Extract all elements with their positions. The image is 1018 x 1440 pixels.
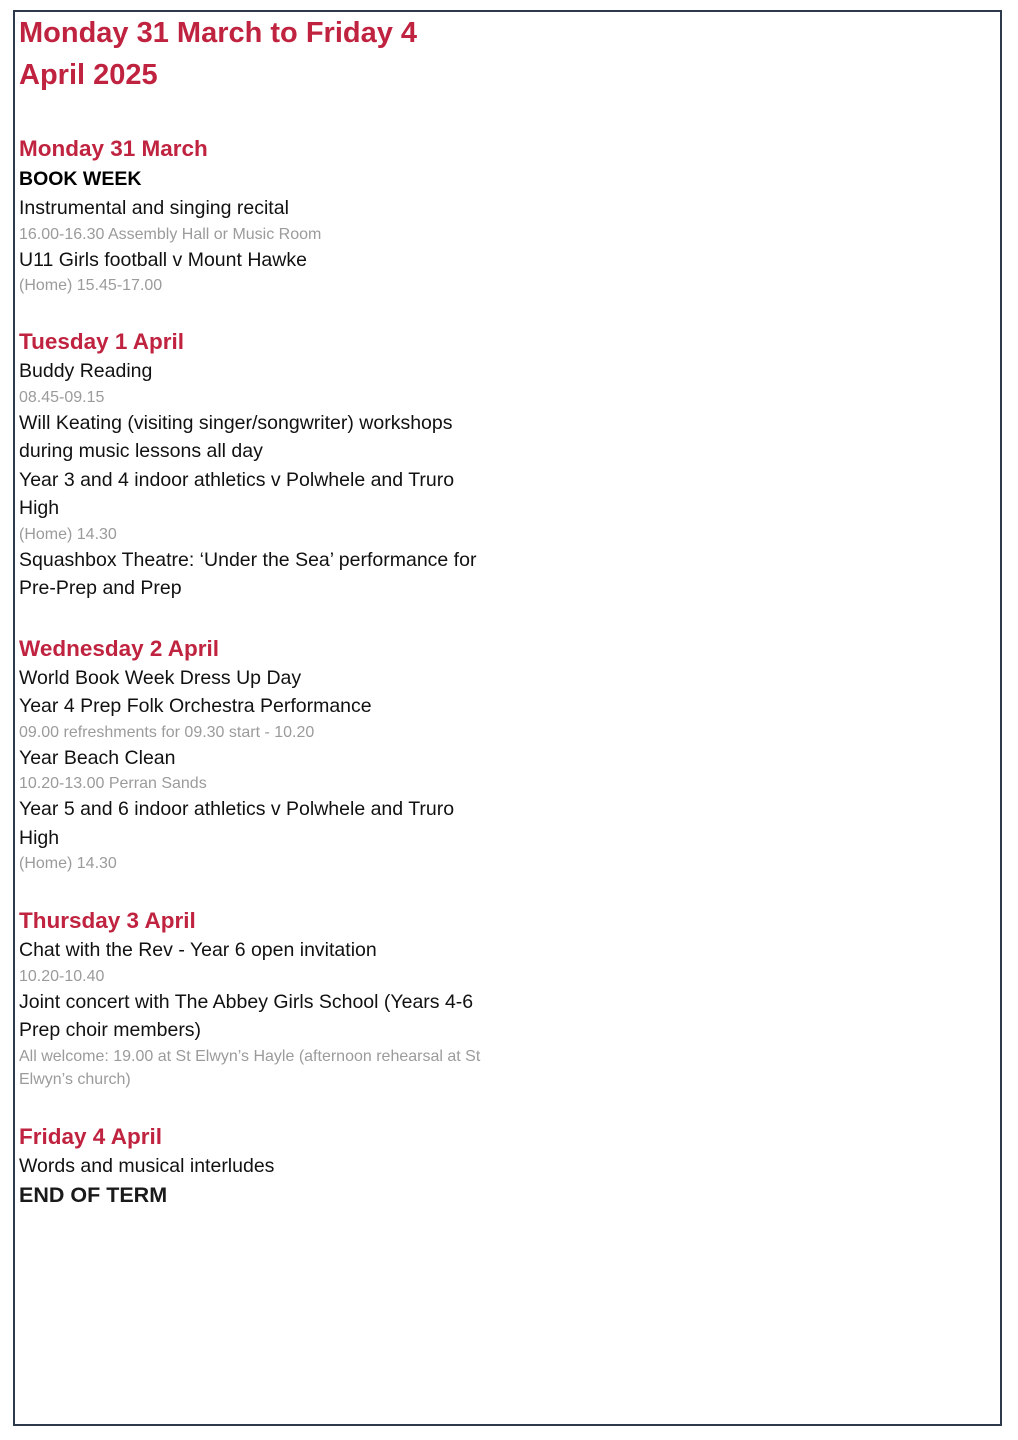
- day-heading: Monday 31 March: [19, 136, 208, 161]
- event-title-line: Joint concert with The Abbey Girls School (Years 4-6: [19, 990, 474, 1013]
- day-heading: Friday 4 April: [19, 1123, 162, 1149]
- event-title-line: Will Keating (visiting singer/songwriter) workshops: [19, 411, 453, 434]
- event-detail: (Home) 15.45-17.00: [19, 277, 163, 294]
- event-detail: (Home) 14.30: [19, 855, 117, 872]
- event-title: U11 Girls football v Mount Hawke: [19, 248, 307, 271]
- event-title: [19, 988, 539, 1045]
- event-title-line: Year 3 and 4 indoor athletics v Polwhele and Truro: [19, 468, 455, 491]
- event-title: Words and musical interludes: [19, 1154, 275, 1177]
- day-heading: Tuesday 1 April: [19, 329, 185, 354]
- page-title-line-2: April 2025: [19, 59, 158, 91]
- event-title-line: Year 5 and 6 indoor athletics v Polwhele and Truro: [19, 798, 455, 820]
- event-title-line: Pre-Prep and Prep: [19, 577, 182, 599]
- event-title: Chat with the Rev - Year 6 open invitation: [19, 939, 377, 961]
- event-detail: 09.00 refreshments for 09.30 start - 10.20: [19, 723, 315, 741]
- event-title: [19, 466, 539, 523]
- event-title-line: Squashbox Theatre: ‘Under the Sea’ performance for: [19, 548, 477, 571]
- event-title-line: Prep choir members): [19, 1019, 202, 1041]
- day-thursday: [19, 906, 539, 1091]
- page-title: [19, 12, 539, 96]
- newsletter-calendar: [19, 12, 539, 1210]
- event-detail-line: Elwyn’s church): [19, 1070, 131, 1088]
- event-title-line: during music lessons all day: [19, 440, 263, 462]
- day-tuesday: [19, 327, 539, 603]
- day-friday: [19, 1122, 539, 1211]
- event-detail: 08.45-09.15: [19, 388, 105, 406]
- event-title: Year 4 Prep Folk Orchestra Performance: [19, 695, 372, 717]
- event-detail-line: All welcome: 19.00 at St Elwyn’s Hayle (afternoon rehearsal at St: [19, 1047, 481, 1065]
- event-detail: [19, 1045, 539, 1091]
- page-title-line-1: Monday 31 March to Friday 4: [19, 17, 418, 49]
- event-title: World Book Week Dress Up Day: [19, 666, 302, 689]
- event-title-line: High: [19, 497, 60, 519]
- event-title: [19, 409, 539, 466]
- end-of-term-banner: END OF TERM: [19, 1183, 168, 1207]
- event-detail: 10.20-13.00 Perran Sands: [19, 775, 207, 792]
- event-title: Buddy Reading: [19, 360, 153, 382]
- day-heading: Thursday 3 April: [19, 908, 196, 933]
- event-detail: (Home) 14.30: [19, 525, 117, 543]
- day-monday: [19, 134, 539, 297]
- event-title: [19, 795, 539, 852]
- event-title: Year Beach Clean: [19, 746, 176, 769]
- day-heading: Wednesday 2 April: [19, 635, 220, 661]
- event-detail: 10.20-10.40: [19, 967, 105, 985]
- event-title: Instrumental and singing recital: [19, 197, 289, 219]
- event-title-line: High: [19, 826, 60, 849]
- book-week-banner: BOOK WEEK: [19, 168, 142, 190]
- event-title: [19, 546, 539, 603]
- event-detail: 16.00-16.30 Assembly Hall or Music Room: [19, 225, 322, 243]
- day-wednesday: [19, 634, 539, 876]
